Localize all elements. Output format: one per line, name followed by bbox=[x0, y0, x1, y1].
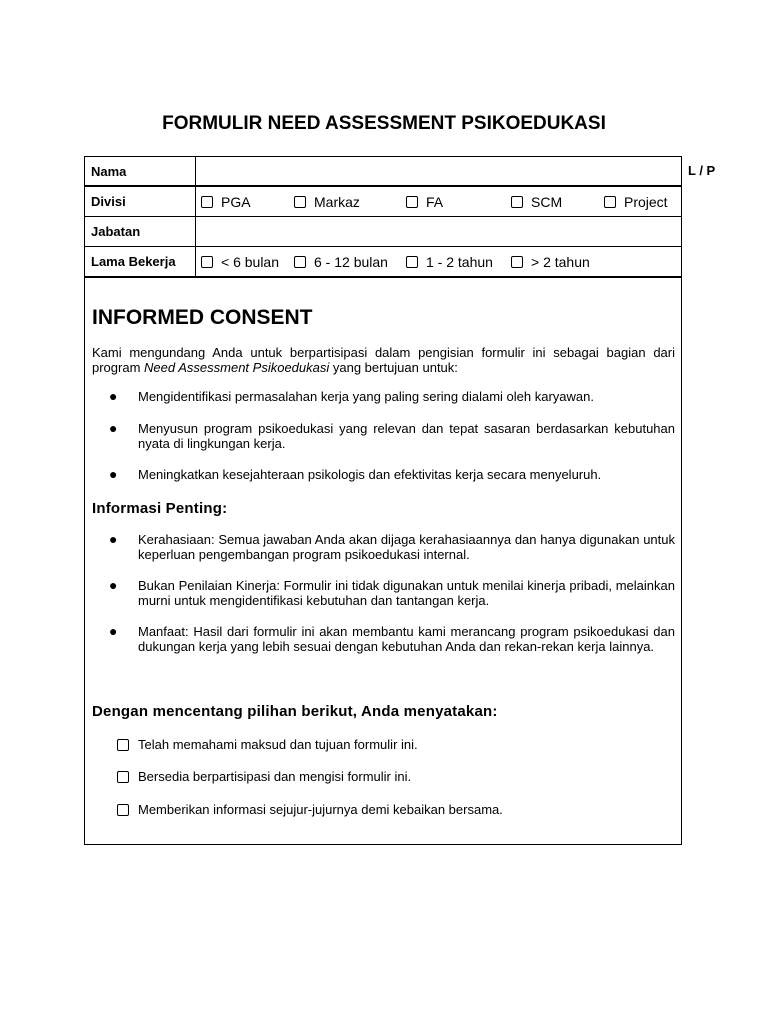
goal-item bbox=[109, 421, 675, 451]
option-label: Project bbox=[624, 193, 668, 210]
page-title: FORMULIR NEED ASSESSMENT PSIKOEDUKASI bbox=[162, 113, 606, 134]
checkbox-icon[interactable] bbox=[201, 196, 213, 208]
checkbox-icon[interactable] bbox=[201, 256, 213, 268]
agree-heading: Dengan mencentang pilihan berikut, Anda menyatakan: bbox=[92, 703, 498, 720]
checkbox-icon[interactable] bbox=[511, 196, 523, 208]
agreement-item[interactable] bbox=[117, 769, 411, 784]
checkbox-icon[interactable] bbox=[406, 196, 418, 208]
info-item bbox=[109, 532, 675, 562]
bullet-icon: ● bbox=[109, 531, 118, 547]
divisi-option-fa[interactable] bbox=[406, 187, 443, 216]
divisi-options bbox=[196, 187, 681, 216]
row-jabatan bbox=[85, 217, 681, 247]
lama-bekerja-options bbox=[196, 247, 681, 276]
agreement-text: Memberikan informasi sejujur-jujurnya demi kebaikan bersama. bbox=[138, 802, 503, 817]
info-item bbox=[109, 624, 675, 654]
goal-item bbox=[109, 467, 675, 482]
consent-section bbox=[84, 276, 682, 845]
lama-option-6-12[interactable] bbox=[294, 247, 388, 276]
checkbox-icon[interactable] bbox=[604, 196, 616, 208]
divisi-option-project[interactable] bbox=[604, 187, 668, 216]
goal-text: Mengidentifikasi permasalahan kerja yang paling sering dialami oleh karyawan. bbox=[138, 389, 594, 404]
option-label: Markaz bbox=[314, 193, 360, 210]
option-label: PGA bbox=[221, 193, 251, 210]
checkbox-icon[interactable] bbox=[406, 256, 418, 268]
divisi-option-markaz[interactable] bbox=[294, 187, 360, 216]
bullet-icon: ● bbox=[109, 388, 118, 404]
bullet-icon: ● bbox=[109, 420, 118, 436]
agreement-item[interactable] bbox=[117, 802, 503, 817]
divisi-option-pga[interactable] bbox=[201, 187, 251, 216]
agreement-text: Bersedia berpartisipasi dan mengisi formulir ini. bbox=[138, 769, 412, 784]
intro-text: Kami mengundang Anda untuk berpartisipasi dalam pengisian formulir ini sebagai bagian dari program bbox=[92, 345, 675, 375]
consent-title: INFORMED CONSENT bbox=[92, 306, 313, 329]
lama-option-1-2[interactable] bbox=[406, 247, 493, 276]
row-divisi bbox=[85, 187, 681, 217]
checkbox-icon[interactable] bbox=[294, 256, 306, 268]
lama-option-gt2[interactable] bbox=[511, 247, 590, 276]
lama-bekerja-label: Lama Bekerja bbox=[85, 247, 196, 276]
row-nama bbox=[85, 157, 681, 187]
checkbox-icon[interactable] bbox=[117, 739, 129, 751]
agreement-text: Telah memahami maksud dan tujuan formulir ini. bbox=[138, 737, 418, 752]
option-label: SCM bbox=[531, 193, 563, 210]
checkbox-icon[interactable] bbox=[294, 196, 306, 208]
row-lama-bekerja bbox=[85, 247, 681, 277]
checkbox-icon[interactable] bbox=[117, 804, 129, 816]
option-label: > 2 tahun bbox=[531, 253, 590, 270]
checkbox-icon[interactable] bbox=[117, 771, 129, 783]
info-text: Kerahasiaan: Semua jawaban Anda akan dijaga kerahasiaannya dan hanya digunakan untuk keperluan pengembangan program psikoedukasi internal. bbox=[138, 532, 675, 562]
nama-label: Nama bbox=[85, 157, 196, 185]
divisi-label: Divisi bbox=[85, 187, 196, 216]
agreement-item[interactable] bbox=[117, 737, 418, 752]
goal-text: Meningkatkan kesejahteraan psikologis dan efektivitas kerja secara menyeluruh. bbox=[138, 467, 602, 482]
option-label: < 6 bulan bbox=[221, 253, 279, 270]
consent-intro bbox=[92, 345, 675, 375]
info-heading: Informasi Penting: bbox=[92, 500, 228, 517]
divisi-option-scm[interactable] bbox=[511, 187, 562, 216]
bullet-icon: ● bbox=[109, 623, 118, 639]
goal-item bbox=[109, 389, 675, 404]
program-name: Need Assessment Psikoedukasi bbox=[144, 360, 330, 375]
gender-label: L / P bbox=[688, 163, 716, 178]
option-label: 1 - 2 tahun bbox=[426, 253, 493, 270]
bullet-icon: ● bbox=[109, 577, 118, 593]
identity-form bbox=[84, 156, 682, 278]
jabatan-label: Jabatan bbox=[85, 217, 196, 246]
lama-option-lt6[interactable] bbox=[201, 247, 279, 276]
info-text: Bukan Penilaian Kinerja: Formulir ini tidak digunakan untuk menilai kinerja pribadi, melainkan murni untuk mengidentifikasi kebutuhan dan tantangan kerja. bbox=[138, 578, 675, 608]
nama-field[interactable] bbox=[196, 157, 681, 185]
checkbox-icon[interactable] bbox=[511, 256, 523, 268]
bullet-icon: ● bbox=[109, 466, 118, 482]
option-label: FA bbox=[426, 193, 444, 210]
intro-text-end: yang bertujuan untuk: bbox=[329, 360, 458, 375]
goal-text: Menyusun program psikoedukasi yang relevan dan tepat sasaran berdasarkan kebutuhan nyata di lingkungan kerja. bbox=[138, 421, 675, 451]
info-item bbox=[109, 578, 675, 608]
info-text: Manfaat: Hasil dari formulir ini akan membantu kami merancang program psikoedukasi dan dukungan kerja yang lebih sesuai dengan kebutuhan Anda dan rekan-rekan kerja lainnya. bbox=[138, 624, 675, 654]
jabatan-field[interactable] bbox=[196, 217, 681, 246]
option-label: 6 - 12 bulan bbox=[314, 253, 388, 270]
